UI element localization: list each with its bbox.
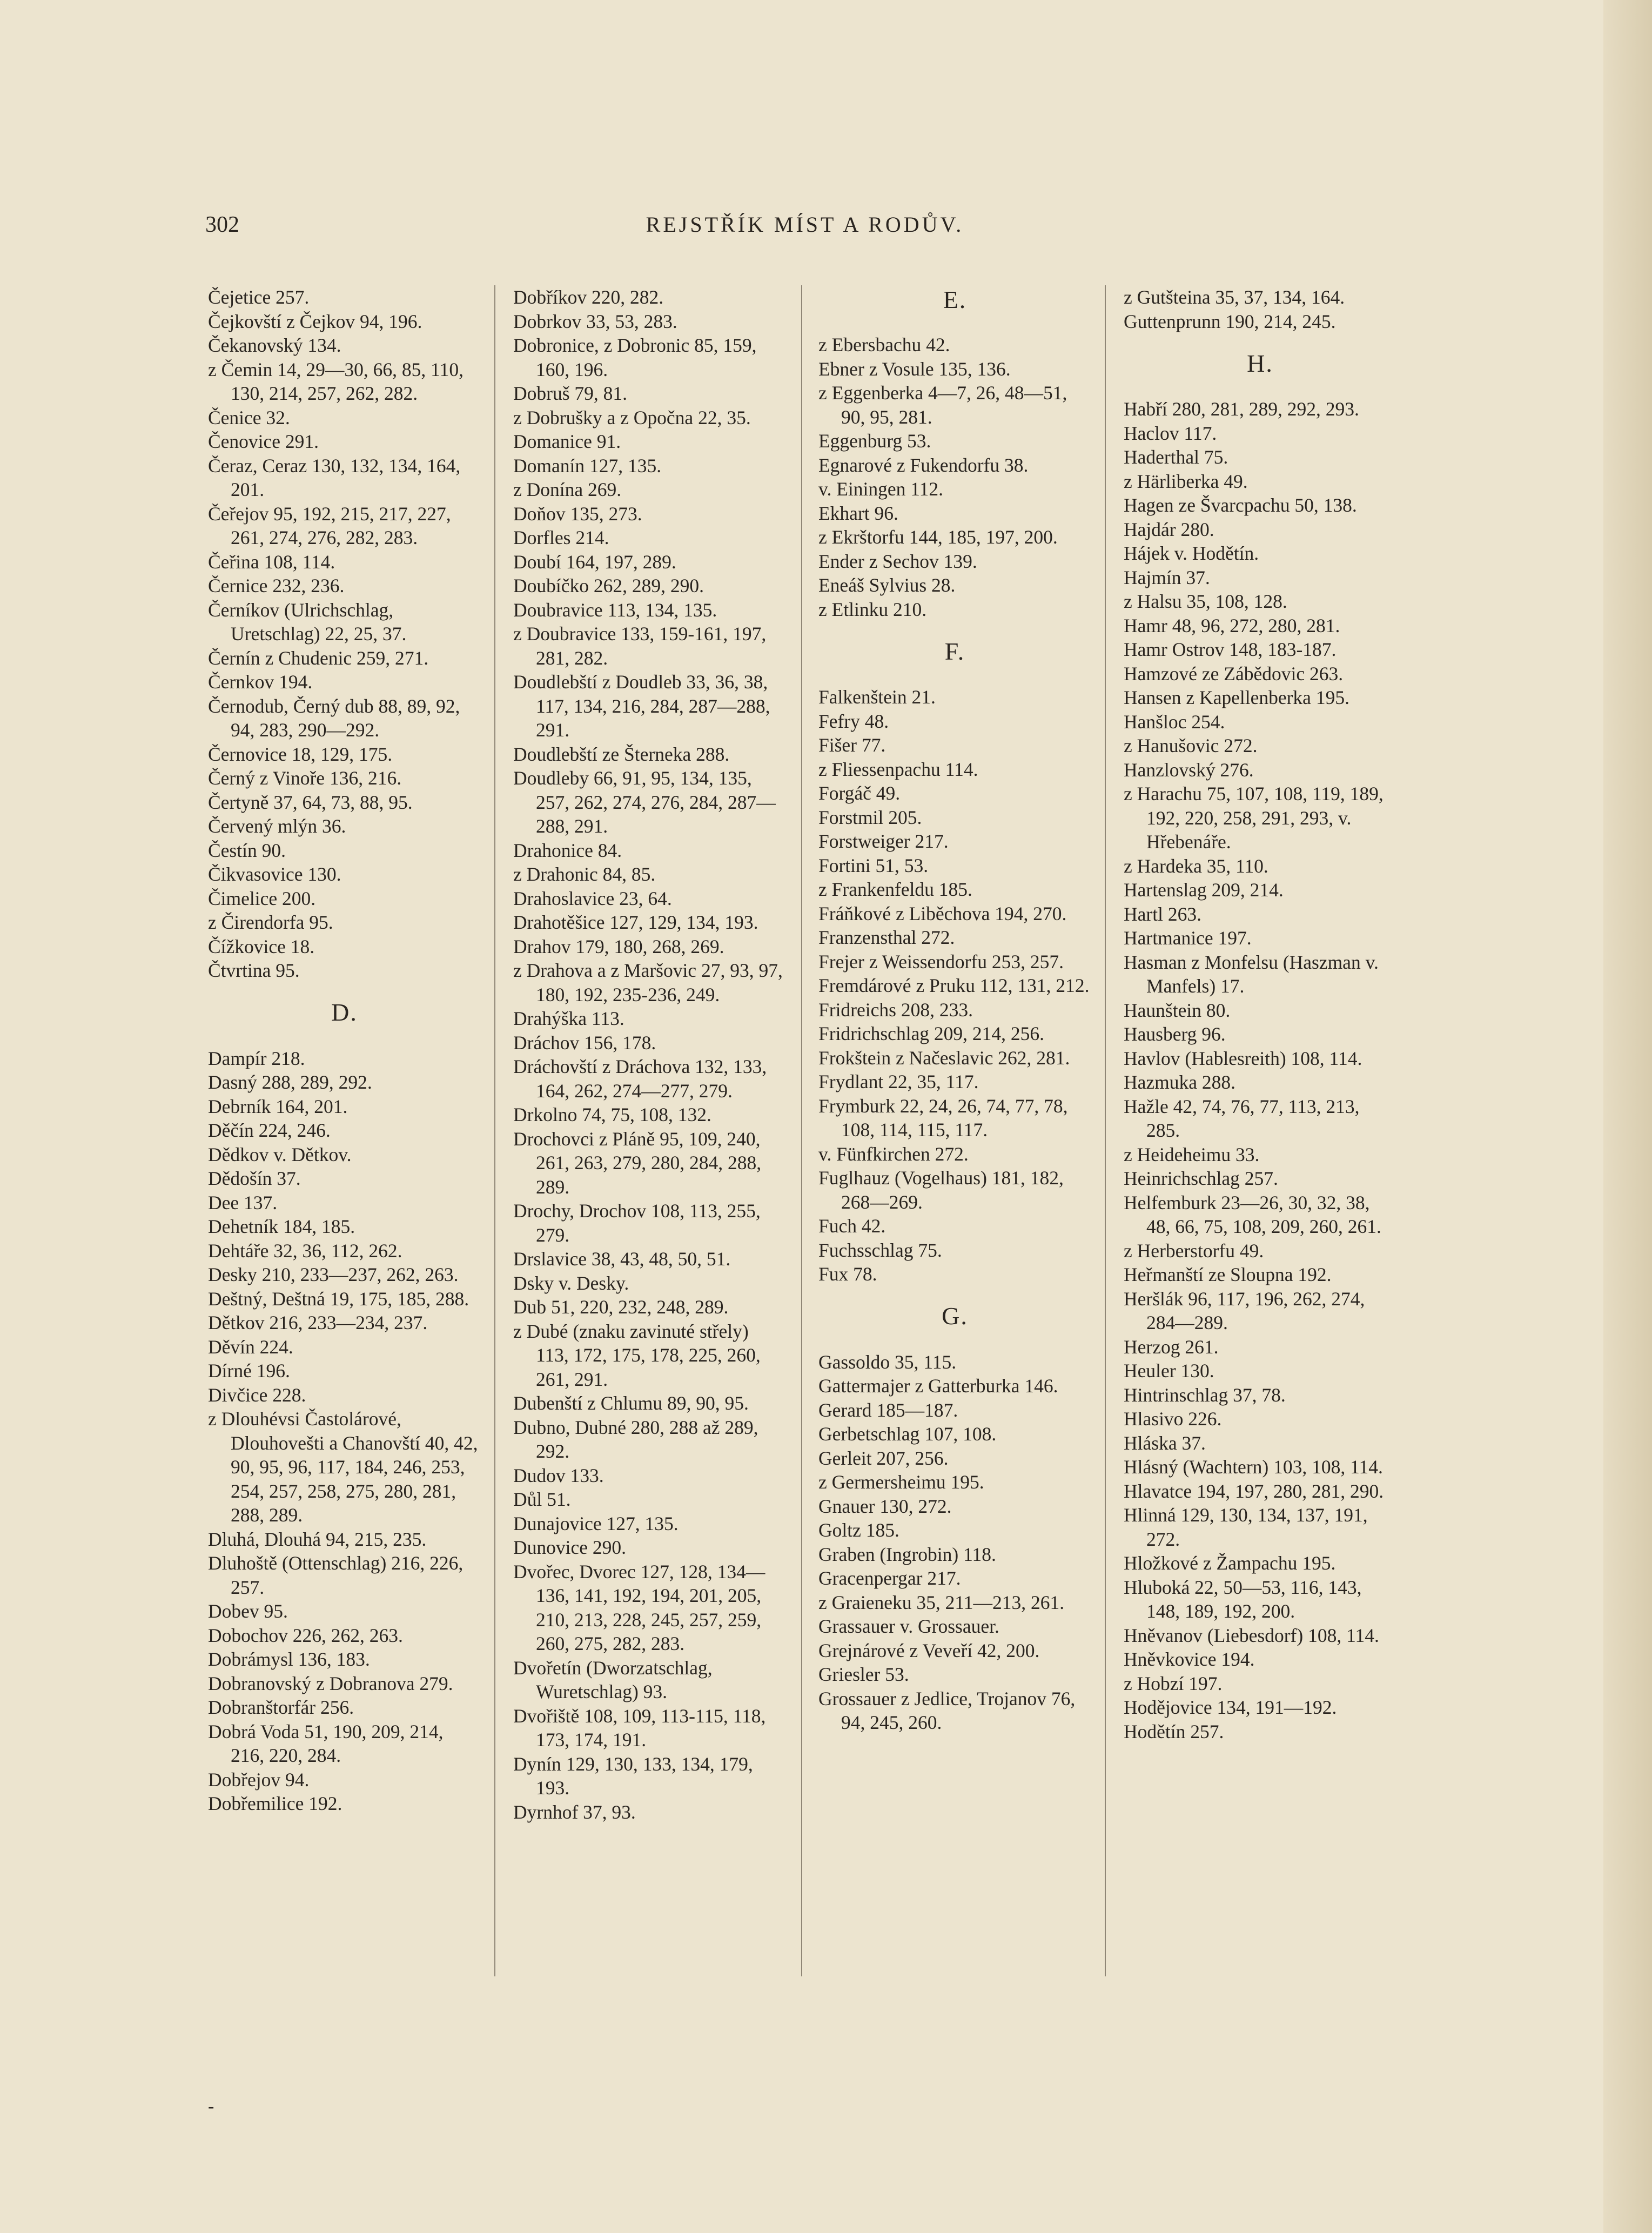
- index-entry: Hazmuka 288.: [1124, 1071, 1236, 1093]
- section-letter: H.: [1247, 349, 1273, 377]
- index-entry: Dobronice, z Dobronic 85, 159, 160, 196.: [513, 334, 757, 380]
- index-entry: Hlavatce 194, 197, 280, 281, 290.: [1124, 1480, 1384, 1502]
- index-entry: Čenovice 291.: [208, 431, 319, 452]
- index-entry: Fortini 51, 53.: [818, 854, 929, 876]
- section-letter: D.: [331, 998, 358, 1026]
- index-entry: Hlinná 129, 130, 134, 137, 191, 272.: [1124, 1504, 1368, 1550]
- index-column-2: [513, 285, 786, 2036]
- index-entry: z Graieneku 35, 211—213, 261.: [818, 1591, 1065, 1613]
- index-entry: Frymburk 22, 24, 26, 74, 77, 78, 108, 114, 115, 117.: [818, 1095, 1068, 1141]
- index-entry: Heinrichschlag 257.: [1124, 1168, 1278, 1189]
- index-entry: Černkov 194.: [208, 671, 313, 693]
- index-entry: Červený mlýn 36.: [208, 815, 346, 837]
- margin-mark: -: [208, 2096, 214, 2116]
- index-entry: Dunovice 290.: [513, 1537, 627, 1558]
- index-entry: Čeraz, Ceraz 130, 132, 134, 164, 201.: [208, 454, 461, 500]
- index-entry: Gattermajer z Gatterburka 146.: [818, 1375, 1058, 1397]
- index-entry: Fuch 42.: [818, 1215, 886, 1237]
- index-entry: z Drahonic 84, 85.: [513, 863, 656, 885]
- index-entry: Griesler 53.: [818, 1664, 909, 1685]
- index-entry: z Halsu 35, 108, 128.: [1124, 591, 1287, 612]
- index-entry: Hanšloc 254.: [1124, 710, 1225, 733]
- index-entry: Drahýška 113.: [513, 1008, 624, 1029]
- page-edge: [1603, 0, 1652, 2233]
- index-entry: z Ebersbachu 42.: [818, 334, 950, 356]
- index-entry: Desky 210, 233—237, 262, 263.: [208, 1264, 459, 1285]
- index-entry: Habří 280, 281, 289, 292, 293.: [1124, 398, 1359, 420]
- index-entry: Fridreichs 208, 233.: [818, 998, 973, 1021]
- index-entry: z Hanušovic 272.: [1124, 735, 1258, 756]
- index-entry: Gnauer 130, 272.: [818, 1495, 952, 1517]
- index-entry: Drkolno 74, 75, 108, 132.: [513, 1104, 711, 1125]
- index-entry: v. Einingen 112.: [818, 478, 944, 500]
- index-entry: Dobochov 226, 262, 263.: [208, 1624, 403, 1646]
- index-entry: Ekhart 96.: [818, 502, 898, 524]
- index-entry: Čejkovští z Čejkov 94, 196.: [208, 310, 422, 332]
- index-entry: Dsky v. Desky.: [513, 1272, 629, 1294]
- index-entry: Dobranštorfár 256.: [208, 1696, 354, 1718]
- index-entry: Grossauer z Jedlice, Trojanov 76, 94, 245, 260.: [818, 1687, 1076, 1733]
- index-entry: Dobranovský z Dobranova 279.: [208, 1672, 453, 1694]
- index-entry: z Čemin 14, 29—30, 66, 85, 110, 130, 214, 257, 262, 282.: [208, 358, 464, 404]
- index-entry: Hodějovice 134, 191—192.: [1124, 1696, 1337, 1718]
- index-entry: Dvořetín (Dworzatschlag, Wuretschlag) 93.: [513, 1657, 713, 1702]
- page-number: 302: [205, 212, 239, 237]
- page-header: [205, 212, 1405, 250]
- index-entry: Gassoldo 35, 115.: [818, 1351, 957, 1373]
- index-entry: Fremdárové z Pruku 112, 131, 212.: [818, 975, 1090, 996]
- index-entry: Havlov (Hablesreith) 108, 114.: [1124, 1047, 1362, 1069]
- index-entry: Forstmil 205.: [818, 806, 922, 828]
- index-entry: Drahov 179, 180, 268, 269.: [513, 935, 724, 957]
- index-entry: Drahonice 84.: [513, 839, 622, 861]
- index-entry: Děčín 224, 246.: [208, 1119, 331, 1141]
- index-entry: Dub 51, 220, 232, 248, 289.: [513, 1296, 729, 1318]
- index-entry: Doudleby 66, 91, 95, 134, 135, 257, 262, 274, 276, 284, 287—288, 291.: [513, 767, 776, 837]
- index-entry: Černice 232, 236.: [208, 575, 345, 596]
- index-entry: Hasman z Monfelsu (Haszman v. Manfels) 17.: [1124, 951, 1379, 997]
- index-entry: Helfemburk 23—26, 30, 32, 38, 48, 66, 75, 108, 209, 260, 261.: [1124, 1191, 1381, 1237]
- index-entry: Fuglhauz (Vogelhaus) 181, 182, 268—269.: [818, 1167, 1064, 1213]
- index-entry: Hodětín 257.: [1124, 1720, 1224, 1742]
- index-entry: Důl 51.: [513, 1488, 571, 1510]
- index-entry: z Hobzí 197.: [1124, 1672, 1223, 1694]
- index-entry: Doubíčko 262, 289, 290.: [513, 575, 704, 596]
- index-entry: Graben (Ingrobin) 118.: [818, 1543, 996, 1565]
- index-column-1: [208, 285, 481, 2036]
- index-entry: Dasný 288, 289, 292.: [208, 1071, 372, 1093]
- index-entry: Fuchsschlag 75.: [818, 1239, 942, 1261]
- index-entry: Hanzlovský 276.: [1124, 759, 1254, 781]
- index-entry: Černý z Vinoře 136, 216.: [208, 767, 402, 789]
- index-entry: Hartmanice 197.: [1124, 927, 1252, 949]
- index-entry: Haunštein 80.: [1124, 999, 1231, 1021]
- index-entry: Doňov 135, 273.: [513, 502, 642, 525]
- index-entry: Hájek v. Hodětín.: [1124, 542, 1259, 564]
- index-column-4: [1124, 285, 1396, 2036]
- index-entry: Hartenslag 209, 214.: [1124, 879, 1284, 901]
- index-entry: Čeřejov 95, 192, 215, 217, 227, 261, 274, 276, 282, 283.: [208, 502, 451, 548]
- index-entry: Dobruš 79, 81.: [513, 383, 628, 404]
- index-entry: Hložkové z Žampachu 195.: [1124, 1552, 1336, 1574]
- index-entry: Čenice 32.: [208, 406, 290, 428]
- index-entry: Dudov 133.: [513, 1464, 604, 1486]
- index-entry: Čeřina 108, 114.: [208, 551, 335, 573]
- running-title: REJSTŘÍK MÍST A RODŮV.: [646, 212, 964, 237]
- index-entry: Hluboká 22, 50—53, 116, 143, 148, 189, 192, 200.: [1124, 1576, 1362, 1622]
- index-entry: Drochovci z Pláně 95, 109, 240, 261, 263, 279, 280, 284, 288, 289.: [513, 1128, 762, 1198]
- index-entry: Divčice 228.: [208, 1384, 306, 1406]
- index-entry: Dobřejov 94.: [208, 1768, 310, 1791]
- section-letter: F.: [944, 637, 965, 665]
- index-entry: Hněvanov (Liebesdorf) 108, 114.: [1124, 1624, 1379, 1646]
- index-entry: z Heideheimu 33.: [1124, 1143, 1260, 1165]
- index-entry: Ebner z Vosule 135, 136.: [818, 358, 1011, 380]
- index-entry: Dee 137.: [208, 1191, 278, 1213]
- index-entry: Dynín 129, 130, 133, 134, 179, 193.: [513, 1753, 753, 1799]
- index-entry: Hamzové ze Zábědovic 263.: [1124, 662, 1344, 685]
- index-entry: Hamr Ostrov 148, 183-187.: [1124, 639, 1337, 660]
- column-divider: [801, 285, 802, 1976]
- index-entry: Gerard 185—187.: [818, 1399, 958, 1421]
- index-entry: Haderthal 75.: [1124, 446, 1228, 468]
- index-entry: z Hardeka 35, 110.: [1124, 855, 1268, 877]
- index-entry: Domanín 127, 135.: [513, 454, 662, 477]
- index-entry: Černín z Chudenic 259, 271.: [208, 647, 429, 669]
- index-entry: Dobrkov 33, 53, 283.: [513, 310, 677, 332]
- index-entry: Heršlák 96, 117, 196, 262, 274, 284—289.: [1124, 1288, 1365, 1333]
- index-entry: Čestín 90.: [208, 839, 286, 861]
- index-entry: Eneáš Sylvius 28.: [818, 574, 956, 596]
- index-entry: Dorfles 214.: [513, 527, 609, 548]
- index-entry: Hagen ze Švarcpachu 50, 138.: [1124, 494, 1357, 516]
- index-entry: Gerleit 207, 256.: [818, 1447, 949, 1469]
- index-entry: Falkenštein 21.: [818, 686, 936, 708]
- index-entry: Dehtáře 32, 36, 112, 262.: [208, 1239, 402, 1262]
- index-entry: Grejnárové z Veveří 42, 200.: [818, 1639, 1040, 1661]
- index-entry: Černíkov (Ulrichschlag, Uretschlag) 22, 25, 37.: [208, 599, 407, 645]
- index-entry: Frydlant 22, 35, 117.: [818, 1071, 979, 1092]
- index-entry: Dubno, Dubné 280, 288 až 289, 292.: [513, 1416, 758, 1462]
- index-entry: Drahoslavice 23, 64.: [513, 887, 672, 909]
- index-entry: Herzog 261.: [1124, 1336, 1219, 1358]
- index-entry: Dědkov v. Dětkov.: [208, 1143, 352, 1165]
- index-entry: z Herberstorfu 49.: [1124, 1239, 1264, 1262]
- index-entry: Ender z Sechov 139.: [818, 550, 977, 572]
- index-entry: Drahotěšice 127, 129, 134, 193.: [513, 911, 758, 933]
- index-entry: Debrník 164, 201.: [208, 1095, 348, 1117]
- index-entry: Dluhá, Dlouhá 94, 215, 235.: [208, 1528, 427, 1550]
- index-entry: Dunajovice 127, 135.: [513, 1512, 679, 1534]
- index-entry: z Eggenberka 4—7, 26, 48—51, 90, 95, 281.: [818, 382, 1067, 428]
- index-entry: Dobev 95.: [208, 1600, 288, 1622]
- index-entry: Dyrnhof 37, 93.: [513, 1801, 636, 1823]
- index-entry: Dvořiště 108, 109, 113-115, 118, 173, 174, 191.: [513, 1705, 766, 1751]
- index-entry: Fišer 77.: [818, 734, 886, 756]
- index-entry: Dobřemilice 192.: [208, 1793, 343, 1814]
- index-entry: Doudlebští z Doudleb 33, 36, 38, 117, 134, 216, 284, 287—288, 291.: [513, 671, 770, 741]
- index-entry: Čimelice 200.: [208, 887, 316, 909]
- index-entry: Hajmín 37.: [1124, 566, 1210, 588]
- index-entry: Dráchov 156, 178.: [513, 1031, 656, 1054]
- index-entry: z Dobrušky a z Opočna 22, 35.: [513, 406, 751, 428]
- index-entry: Guttenprunn 190, 214, 245.: [1124, 310, 1336, 332]
- index-entry: Heřmanští ze Sloupna 192.: [1124, 1264, 1332, 1285]
- index-entry: Dobrámysl 136, 183.: [208, 1648, 370, 1670]
- index-entry: Hlásný (Wachtern) 103, 108, 114.: [1124, 1456, 1383, 1478]
- index-entry: Drochy, Drochov 108, 113, 255, 279.: [513, 1200, 761, 1246]
- index-entry: Hajdár 280.: [1124, 518, 1214, 540]
- index-entry: Hintrinschlag 37, 78.: [1124, 1384, 1286, 1406]
- column-divider: [1105, 285, 1106, 1976]
- index-entry: Hláska 37.: [1124, 1432, 1206, 1454]
- section-letter: E.: [943, 286, 967, 313]
- index-entry: z Dubé (znaku zavinuté střely) 113, 172, 175, 178, 225, 260, 261, 291.: [513, 1320, 761, 1390]
- index-entry: z Fliessenpachu 114.: [818, 758, 978, 780]
- index-entry: Hažle 42, 74, 76, 77, 113, 213, 285.: [1124, 1095, 1360, 1141]
- index-entry: Goltz 185.: [818, 1519, 899, 1541]
- index-entry: Egnarové z Fukendorfu 38.: [818, 454, 1029, 476]
- index-entry: z Etlinku 210.: [818, 598, 927, 620]
- index-entry: v. Fünfkirchen 272.: [818, 1143, 969, 1165]
- index-entry: z Harachu 75, 107, 108, 119, 189, 192, 220, 258, 291, 293, v. Hřebenáře.: [1124, 783, 1384, 853]
- index-entry: Hamr 48, 96, 272, 280, 281.: [1124, 614, 1340, 636]
- index-entry: Drslavice 38, 43, 48, 50, 51.: [513, 1248, 731, 1270]
- index-entry: Dluhoště (Ottenschlag) 216, 226, 257.: [208, 1552, 464, 1598]
- index-entry: Dobříkov 220, 282.: [513, 286, 664, 308]
- index-entry: Dampír 218.: [208, 1047, 305, 1069]
- index-entry: Černovice 18, 129, 175.: [208, 743, 393, 765]
- index-entry: Franzensthal 272.: [818, 927, 955, 948]
- index-entry: Dědošín 37.: [208, 1168, 301, 1189]
- index-entry: Dětkov 216, 233—234, 237.: [208, 1312, 428, 1333]
- index-entry: Gracenpergar 217.: [818, 1567, 961, 1589]
- index-entry: z Čirendorfa 95.: [208, 911, 333, 933]
- index-entry: Čertyně 37, 64, 73, 88, 95.: [208, 791, 413, 813]
- index-entry: z Gutšteina 35, 37, 134, 164.: [1124, 286, 1345, 308]
- index-entry: Fefry 48.: [818, 710, 889, 732]
- index-entry: z Doubravice 133, 159-161, 197, 281, 282.: [513, 623, 767, 669]
- index-entry: Fridrichschlag 209, 214, 256.: [818, 1023, 1045, 1044]
- index-entry: Dobrá Voda 51, 190, 209, 214, 216, 220, 284.: [208, 1720, 444, 1766]
- index-entry: Dubenští z Chlumu 89, 90, 95.: [513, 1392, 749, 1414]
- index-entry: Čikvasovice 130.: [208, 863, 341, 885]
- index-entry: z Germersheimu 195.: [818, 1471, 984, 1493]
- index-entry: Čížkovice 18.: [208, 935, 315, 957]
- index-entry: Děvín 224.: [208, 1336, 293, 1358]
- index-entry: Fux 78.: [818, 1263, 877, 1285]
- index-entry: Čtvrtina 95.: [208, 960, 300, 981]
- index-entry: Deštný, Deštná 19, 175, 185, 288.: [208, 1288, 469, 1310]
- index-column-3: [818, 285, 1091, 2036]
- index-entry: Frejer z Weissendorfu 253, 257.: [818, 950, 1064, 973]
- column-divider: [494, 285, 495, 1976]
- index-entry: Dehetník 184, 185.: [208, 1216, 355, 1237]
- index-entry: Doubravice 113, 134, 135.: [513, 599, 717, 621]
- index-entry: Grassauer v. Grossauer.: [818, 1615, 999, 1637]
- index-entry: Hněvkovice 194.: [1124, 1648, 1255, 1670]
- index-entry: Domanice 91.: [513, 431, 621, 452]
- index-entry: Hausberg 96.: [1124, 1023, 1226, 1045]
- index-entry: Heuler 130.: [1124, 1360, 1214, 1382]
- index-entry: Forgáč 49.: [818, 782, 901, 804]
- index-entry: Hlasivo 226.: [1124, 1408, 1222, 1430]
- index-entry: Černodub, Černý dub 88, 89, 92, 94, 283, 290—292.: [208, 695, 460, 741]
- index-entry: z Härliberka 49.: [1124, 470, 1248, 492]
- index-entry: Forstweiger 217.: [818, 830, 949, 852]
- index-entry: Frokštein z Načeslavic 262, 281.: [818, 1047, 1070, 1069]
- index-entry: z Frankenfeldu 185.: [818, 879, 972, 900]
- index-entry: Dvořec, Dvorec 127, 128, 134—136, 141, 192, 194, 201, 205, 210, 213, 228, 245, 257, 259, 260, 275, 282, 283.: [513, 1560, 765, 1654]
- index-entry: z Ekrštorfu 144, 185, 197, 200.: [818, 526, 1058, 548]
- index-entry: Dírné 196.: [208, 1360, 290, 1382]
- index-entry: Fráňkové z Liběchova 194, 270.: [818, 902, 1067, 924]
- index-entry: Hartl 263.: [1124, 903, 1201, 925]
- index-entry: Doudlebští ze Šterneka 288.: [513, 743, 730, 765]
- index-entry: Čekanovský 134.: [208, 334, 341, 356]
- index-entry: Hansen z Kapellenberka 195.: [1124, 687, 1349, 708]
- index-entry: Čejetice 257.: [208, 286, 310, 308]
- index-entry: Doubí 164, 197, 289.: [513, 551, 676, 573]
- index-entry: z Dlouhévsi Častolárové, Dlouhovešti a Chanovští 40, 42, 90, 95, 96, 117, 184, 246, 253, 254, 257, 258, 275, 280, 281, 288, 289.: [208, 1408, 478, 1526]
- index-entry: Haclov 117.: [1124, 422, 1217, 444]
- index-entry: Eggenburg 53.: [818, 430, 931, 452]
- index-entry: z Drahova a z Maršovic 27, 93, 97, 180, 192, 235-236, 249.: [513, 960, 783, 1005]
- section-letter: G.: [942, 1302, 968, 1330]
- index-entry: Gerbetschlag 107, 108.: [818, 1423, 997, 1445]
- index-entry: Dráchovští z Dráchova 132, 133, 164, 262, 274—277, 279.: [513, 1056, 767, 1102]
- index-entry: z Donína 269.: [513, 479, 622, 500]
